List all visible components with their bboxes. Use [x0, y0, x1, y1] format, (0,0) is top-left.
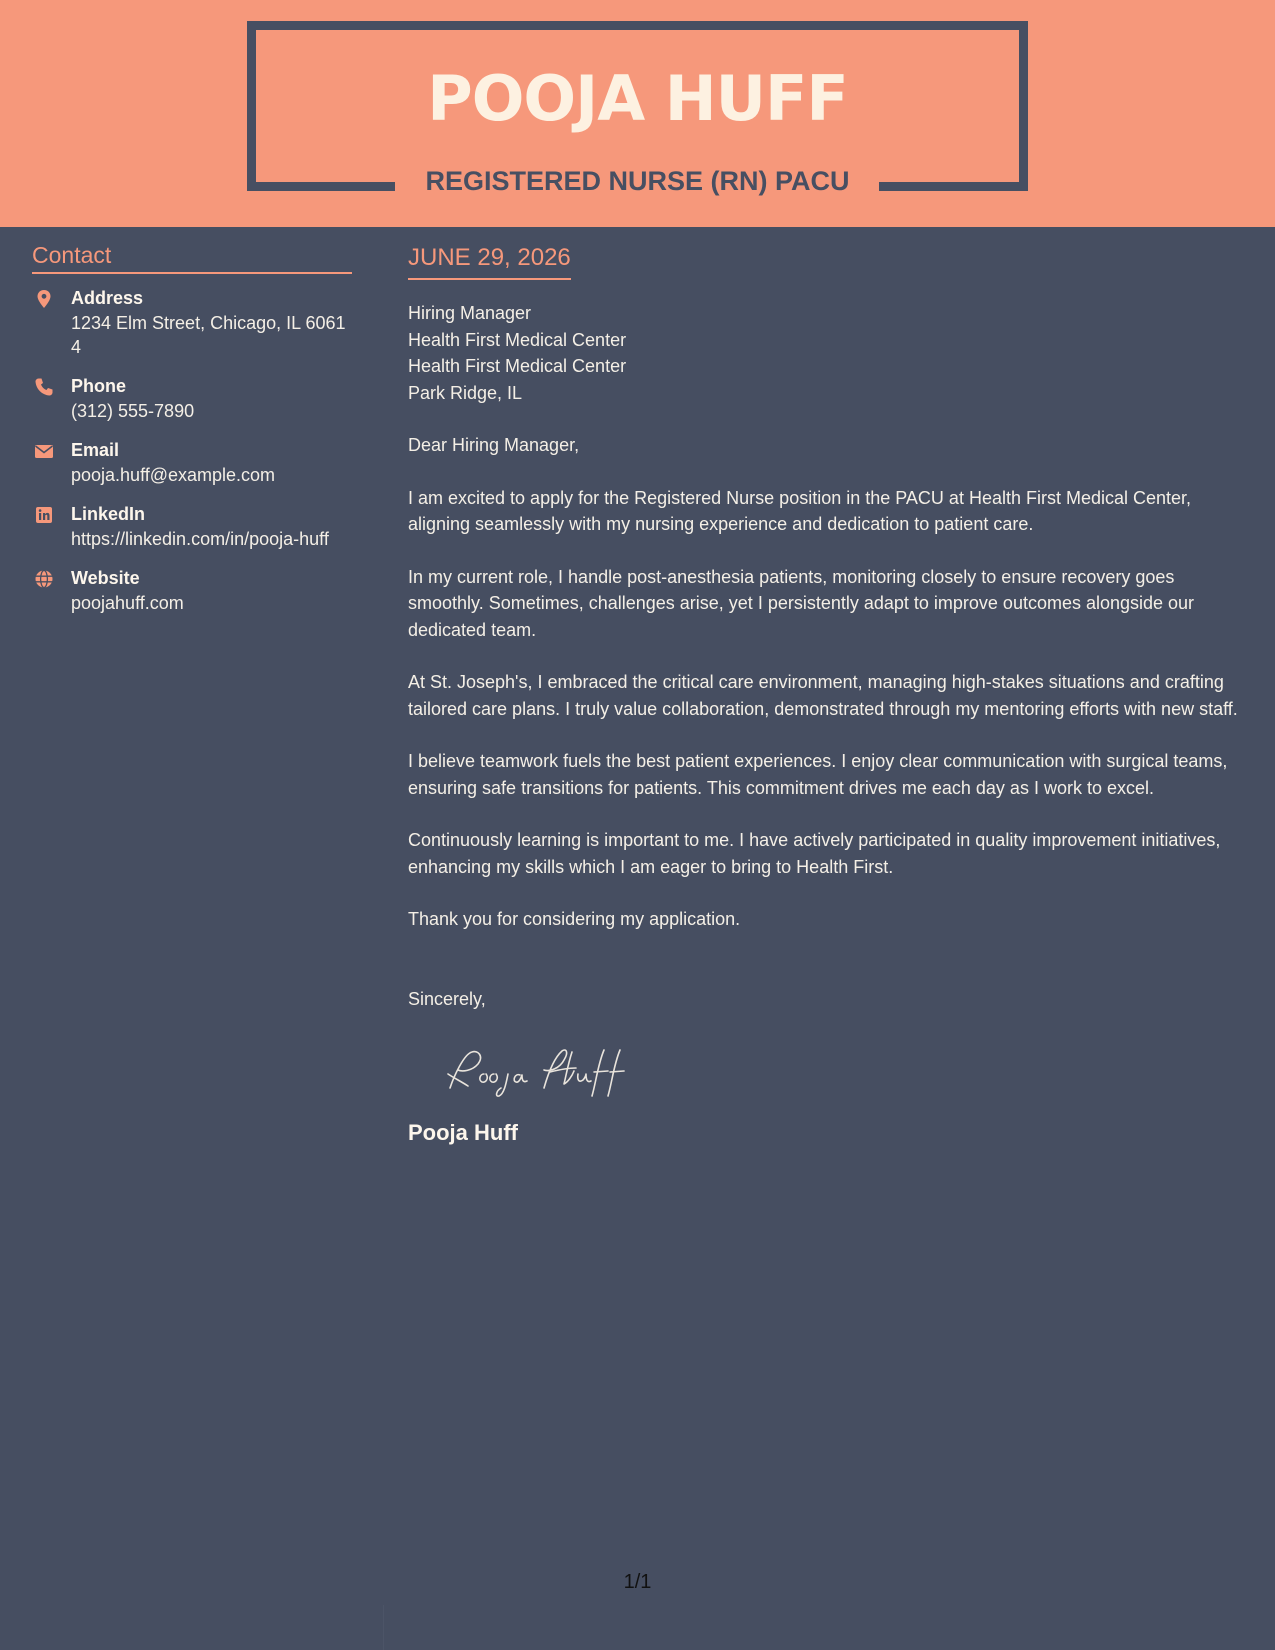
recipient-line: Hiring Manager: [408, 303, 532, 323]
candidate-name: POOJA HUFF: [427, 62, 848, 135]
letter-paragraph: I believe teamwork fuels the best patient experiences. I enjoy clear communication with surgical teams, ensuring safe transitions for patients. This commitment drives me each day as I work to excel.: [408, 751, 1228, 798]
contact-heading: Contact: [32, 242, 352, 274]
contact-label: Website: [71, 568, 140, 588]
contact-sidebar: [32, 242, 352, 630]
recipient-line: Health First Medical Center: [408, 356, 627, 376]
letter-date: JUNE 29, 2026: [408, 244, 571, 280]
contact-label: Address: [71, 288, 144, 308]
contact-website: [32, 566, 352, 615]
contact-value: https://linkedin.com/in/pooja-huff: [71, 529, 329, 549]
recipient-line: Park Ridge, IL: [408, 382, 523, 403]
letter-paragraph: Thank you for considering my application.: [408, 909, 741, 929]
contact-value: pooja.huff@example.com: [71, 465, 276, 485]
contact-label: LinkedIn: [71, 504, 146, 524]
contact-email: [32, 438, 352, 487]
footer-divider: [383, 1605, 384, 1650]
contact-value: 1234 Elm Street, Chicago, IL 60614: [71, 313, 346, 357]
contact-linkedin: [32, 502, 352, 551]
closing: Sincerely,: [408, 988, 486, 1009]
letter-paragraph: In my current role, I handle post-anesthesia patients, monitoring closely to ensure recovery goes smoothly. Sometimes, challenges arise, yet I persistently adapt to improve outcomes alongside our dedicated team.: [408, 566, 1195, 640]
contact-address: [32, 286, 352, 359]
contact-label: Phone: [71, 376, 127, 396]
letter-paragraph: At St. Joseph's, I embraced the critical care environment, managing high-stakes situations and crafting tailored care plans. I truly value collaboration, demonstrated through my mentoring efforts with new staff.: [408, 672, 1238, 719]
linkedin-icon: [34, 505, 54, 525]
contact-phone: [32, 374, 352, 423]
envelope-icon: [34, 441, 54, 461]
contact-value: poojahuff.com: [71, 593, 184, 613]
handwritten-signature: [444, 1038, 1238, 1098]
greeting: Dear Hiring Manager,: [408, 435, 580, 455]
contact-value: (312) 555-7890: [71, 401, 195, 421]
globe-icon: [34, 569, 54, 589]
letter-paragraph: Continuously learning is important to me. I have actively participated in quality improvement initiatives, enhancing my skills which I am eager to bring to Health First.: [408, 830, 1221, 877]
contact-label: Email: [71, 440, 120, 460]
candidate-title: REGISTERED NURSE (RN) PACU: [425, 166, 850, 196]
page-number: 1/1: [623, 1571, 652, 1593]
phone-icon: [34, 377, 54, 397]
signer-name: Pooja Huff: [408, 1120, 518, 1145]
map-pin-icon: [34, 289, 54, 309]
header-banner: [0, 0, 1275, 227]
letter-body: [408, 244, 1238, 1146]
recipient-block: [408, 300, 1238, 406]
recipient-line: Health First Medical Center: [408, 329, 627, 350]
letter-paragraph: I am excited to apply for the Registered Nurse position in the PACU at Health First Medical Center, aligning seamlessly with my nursing experience and dedication to patient care.: [408, 487, 1192, 534]
